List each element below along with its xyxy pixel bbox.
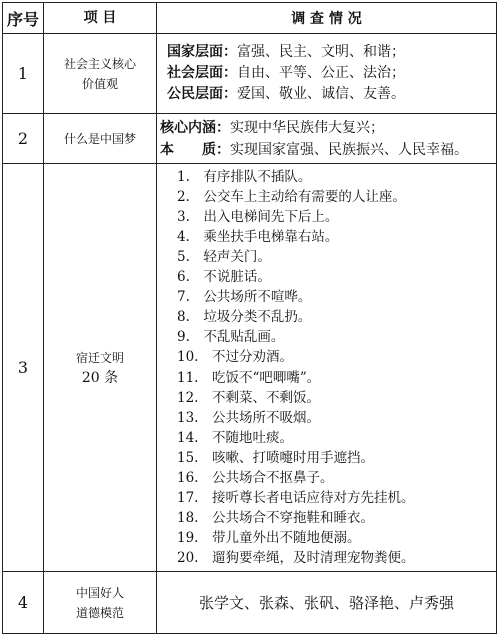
list-item: 3. 出入电梯间先下后上。 xyxy=(177,208,339,225)
row-number: 1 xyxy=(3,34,44,114)
list-item: 16. 公共场合不抠鼻子。 xyxy=(177,469,334,486)
dream-line xyxy=(160,139,496,161)
row-item xyxy=(44,34,157,114)
list-item: 10. 不过分劝酒。 xyxy=(177,349,293,366)
list-item: 14. 不随地吐痰。 xyxy=(177,429,293,446)
row-item xyxy=(44,572,157,634)
table-row xyxy=(3,114,497,164)
level-text: 爱国、敬业、诚信、友善。 xyxy=(237,86,405,102)
core-values-detail xyxy=(157,34,497,114)
item-line: 什么是中国梦 xyxy=(63,131,136,146)
header-detail: 调 查 情 况 xyxy=(157,3,497,34)
item-line: 宿迁文明 xyxy=(75,350,124,365)
list-item: 15. 咳嗽、打喷嚏时用手遮挡。 xyxy=(177,449,374,466)
row-item xyxy=(44,164,157,572)
list-item: 6. 不说脏话。 xyxy=(177,269,271,286)
header-no: 序号 xyxy=(3,3,44,34)
list-item: 18. 公共场合不穿拖鞋和睡衣。 xyxy=(177,510,374,527)
item-line: 社会主义核心 xyxy=(63,56,136,71)
list-item: 13. 公共场所不吸烟。 xyxy=(177,409,320,426)
table-row xyxy=(3,34,497,114)
level-text: 富强、民主、文明、和谐； xyxy=(237,44,405,60)
dream-label: 核心内涵： xyxy=(160,119,230,136)
header-row xyxy=(3,3,497,34)
list-item: 11. 吃饭不“吧唧嘴”。 xyxy=(177,369,321,386)
list-item: 19. 带儿童外出不随地便溺。 xyxy=(177,530,361,547)
level-line xyxy=(167,42,496,63)
list-item: 9. 不乱贴乱画。 xyxy=(177,329,285,346)
row-number: 3 xyxy=(3,164,44,572)
dream-text: 实现中华民族伟大复兴； xyxy=(230,119,384,136)
level-label: 公民层面： xyxy=(167,86,237,102)
list-item: 20. 遛狗要牵绳，及时清理宠物粪便。 xyxy=(177,550,415,567)
dream-text: 实现国家富强、民族振兴、人民幸福。 xyxy=(230,141,468,158)
dream-label: 本 质： xyxy=(160,141,230,158)
row-number: 4 xyxy=(3,572,44,634)
table-row xyxy=(3,572,497,634)
list-item: 1. 有序排队不插队。 xyxy=(177,168,312,185)
civility-rules-detail xyxy=(157,164,497,572)
item-line: 中国好人 xyxy=(75,585,124,600)
table-row xyxy=(3,164,497,572)
row-number: 2 xyxy=(3,114,44,164)
header-item: 项 目 xyxy=(44,3,157,34)
level-text: 自由、平等、公正、法治； xyxy=(237,65,405,81)
row-item xyxy=(44,114,157,164)
item-line: 道德模范 xyxy=(75,605,124,620)
civility-list xyxy=(177,167,496,569)
list-item: 12. 不剩菜、不剩饭。 xyxy=(177,389,320,406)
item-line: 20 条 xyxy=(81,369,119,386)
survey-table xyxy=(2,2,497,634)
list-item: 2. 公交车上主动给有需要的人让座。 xyxy=(177,188,406,205)
chinese-dream-detail xyxy=(157,114,497,164)
level-line xyxy=(167,84,496,105)
level-label: 社会层面： xyxy=(167,65,237,81)
level-line xyxy=(167,63,496,84)
list-item: 17. 接听尊长者电话应待对方先挂机。 xyxy=(177,490,415,507)
list-item: 7. 公共场所不喧哗。 xyxy=(177,289,312,306)
dream-line xyxy=(160,117,496,139)
list-item: 5. 轻声关门。 xyxy=(177,248,271,265)
level-label: 国家层面： xyxy=(167,44,237,60)
good-people-detail: 张学文、张森、张矾、骆泽艳、卢秀强 xyxy=(157,572,497,634)
list-item: 8. 垃圾分类不乱扔。 xyxy=(177,309,312,326)
item-line: 价值观 xyxy=(81,76,118,91)
list-item: 4. 乘坐扶手电梯靠右站。 xyxy=(177,228,339,245)
